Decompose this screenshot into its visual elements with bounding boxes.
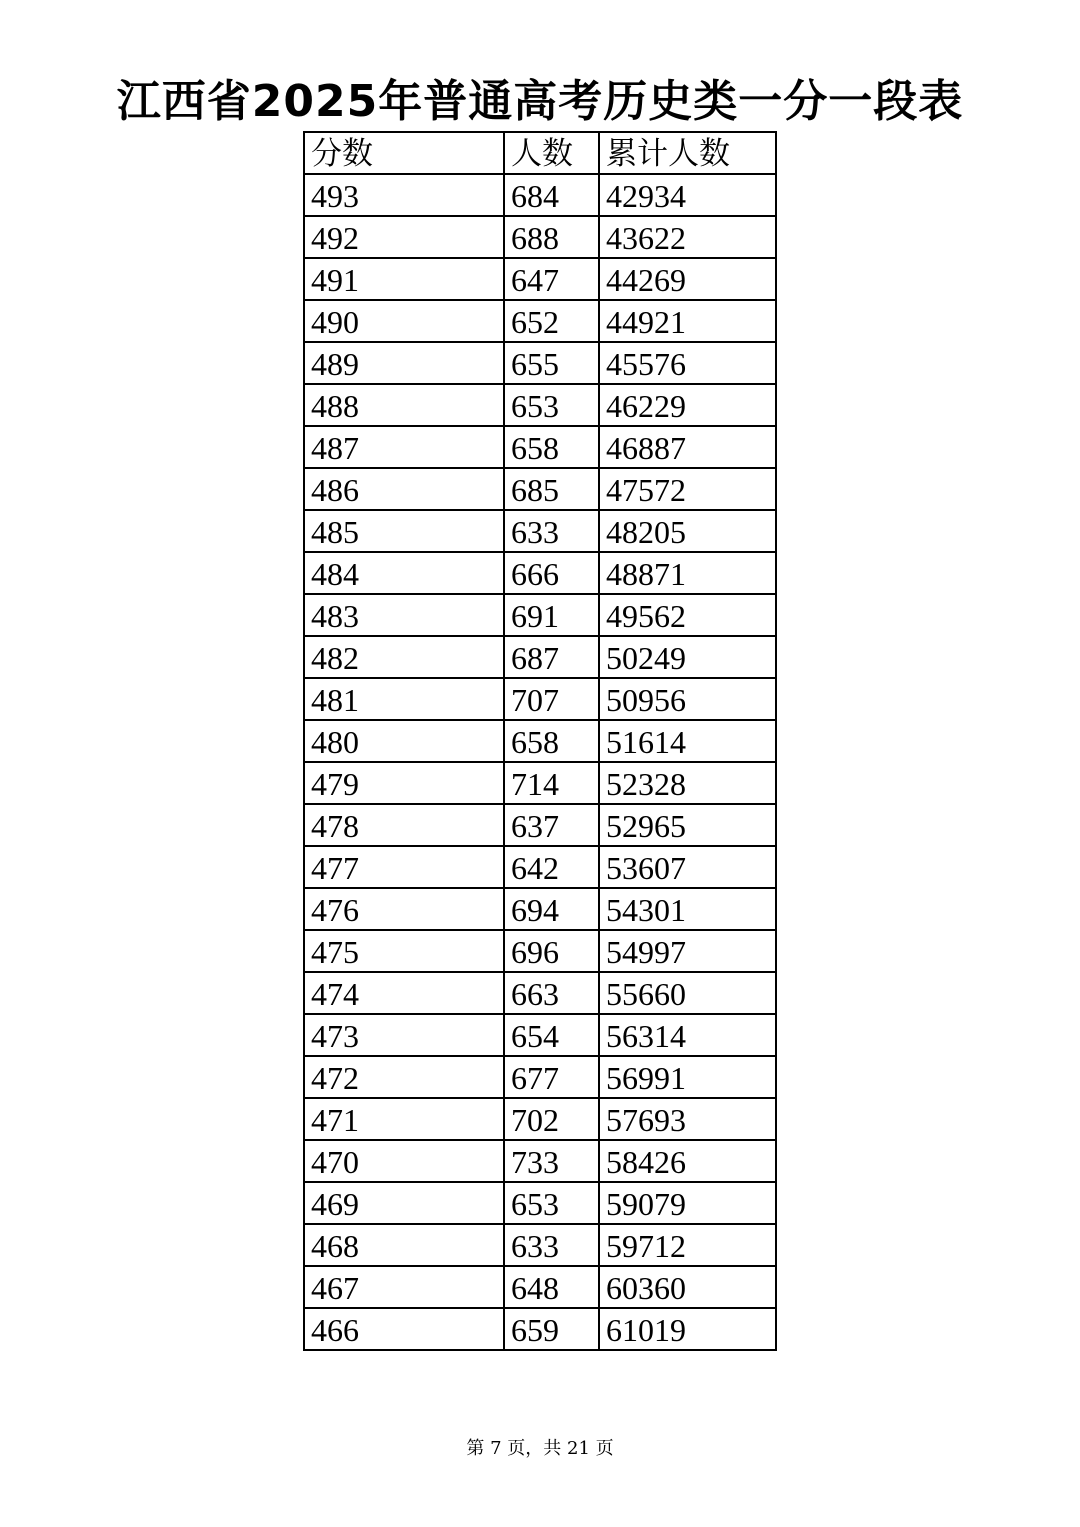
table-row xyxy=(304,678,776,720)
count-cell: 637 xyxy=(504,804,599,846)
count-cell: 633 xyxy=(504,510,599,552)
score-cell: 472 xyxy=(304,1056,504,1098)
table-row xyxy=(304,1266,776,1308)
count-cell: 702 xyxy=(504,1098,599,1140)
cumulative-cell: 55660 xyxy=(599,972,776,1014)
cumulative-cell: 45576 xyxy=(599,342,776,384)
cumulative-cell: 48871 xyxy=(599,552,776,594)
count-cell: 684 xyxy=(504,174,599,216)
count-cell: 659 xyxy=(504,1308,599,1350)
table-row xyxy=(304,1056,776,1098)
count-cell: 642 xyxy=(504,846,599,888)
count-cell: 666 xyxy=(504,552,599,594)
cumulative-cell: 43622 xyxy=(599,216,776,258)
score-cell: 467 xyxy=(304,1266,504,1308)
score-cell: 474 xyxy=(304,972,504,1014)
table-row xyxy=(304,426,776,468)
table-row xyxy=(304,1308,776,1350)
score-cell: 469 xyxy=(304,1182,504,1224)
count-cell: 663 xyxy=(504,972,599,1014)
table-row xyxy=(304,1182,776,1224)
score-cell: 484 xyxy=(304,552,504,594)
cumulative-cell: 52328 xyxy=(599,762,776,804)
table-row xyxy=(304,384,776,426)
cumulative-cell: 44269 xyxy=(599,258,776,300)
cumulative-cell: 50956 xyxy=(599,678,776,720)
table-row xyxy=(304,258,776,300)
score-cell: 477 xyxy=(304,846,504,888)
cumulative-cell: 46229 xyxy=(599,384,776,426)
table-row xyxy=(304,804,776,846)
page-title: 江西省2025年普通高考历史类一分一段表 xyxy=(116,76,964,127)
cumulative-cell: 50249 xyxy=(599,636,776,678)
count-cell: 707 xyxy=(504,678,599,720)
cumulative-cell: 59079 xyxy=(599,1182,776,1224)
table-row xyxy=(304,342,776,384)
cumulative-cell: 52965 xyxy=(599,804,776,846)
table-row xyxy=(304,720,776,762)
table-row xyxy=(304,1224,776,1266)
score-table xyxy=(303,131,777,1351)
count-cell: 691 xyxy=(504,594,599,636)
score-cell: 490 xyxy=(304,300,504,342)
table-row xyxy=(304,762,776,804)
count-cell: 647 xyxy=(504,258,599,300)
count-cell: 658 xyxy=(504,720,599,762)
count-cell: 688 xyxy=(504,216,599,258)
table-row xyxy=(304,300,776,342)
score-cell: 488 xyxy=(304,384,504,426)
table-row xyxy=(304,1140,776,1182)
count-cell: 694 xyxy=(504,888,599,930)
score-cell: 473 xyxy=(304,1014,504,1056)
count-cell: 654 xyxy=(504,1014,599,1056)
score-cell: 470 xyxy=(304,1140,504,1182)
cumulative-cell: 57693 xyxy=(599,1098,776,1140)
score-cell: 483 xyxy=(304,594,504,636)
table-row xyxy=(304,846,776,888)
cumulative-cell: 48205 xyxy=(599,510,776,552)
header-count: 人数 xyxy=(504,132,599,174)
score-cell: 475 xyxy=(304,930,504,972)
table-row xyxy=(304,636,776,678)
count-cell: 687 xyxy=(504,636,599,678)
header-cumulative: 累计人数 xyxy=(599,132,776,174)
cumulative-cell: 59712 xyxy=(599,1224,776,1266)
table-row xyxy=(304,594,776,636)
table-row xyxy=(304,552,776,594)
score-cell: 476 xyxy=(304,888,504,930)
score-cell: 489 xyxy=(304,342,504,384)
score-cell: 468 xyxy=(304,1224,504,1266)
table-row xyxy=(304,972,776,1014)
score-cell: 471 xyxy=(304,1098,504,1140)
count-cell: 652 xyxy=(504,300,599,342)
header-score: 分数 xyxy=(304,132,504,174)
cumulative-cell: 56991 xyxy=(599,1056,776,1098)
count-cell: 655 xyxy=(504,342,599,384)
cumulative-cell: 54301 xyxy=(599,888,776,930)
count-cell: 685 xyxy=(504,468,599,510)
count-cell: 714 xyxy=(504,762,599,804)
cumulative-cell: 46887 xyxy=(599,426,776,468)
cumulative-cell: 53607 xyxy=(599,846,776,888)
cumulative-cell: 44921 xyxy=(599,300,776,342)
count-cell: 696 xyxy=(504,930,599,972)
score-cell: 487 xyxy=(304,426,504,468)
count-cell: 633 xyxy=(504,1224,599,1266)
table-row xyxy=(304,510,776,552)
table-row xyxy=(304,1098,776,1140)
score-cell: 486 xyxy=(304,468,504,510)
score-cell: 481 xyxy=(304,678,504,720)
score-cell: 478 xyxy=(304,804,504,846)
score-cell: 491 xyxy=(304,258,504,300)
cumulative-cell: 47572 xyxy=(599,468,776,510)
score-cell: 482 xyxy=(304,636,504,678)
table-row xyxy=(304,174,776,216)
count-cell: 653 xyxy=(504,384,599,426)
count-cell: 653 xyxy=(504,1182,599,1224)
cumulative-cell: 56314 xyxy=(599,1014,776,1056)
cumulative-cell: 60360 xyxy=(599,1266,776,1308)
score-cell: 493 xyxy=(304,174,504,216)
table-row xyxy=(304,468,776,510)
count-cell: 677 xyxy=(504,1056,599,1098)
table-row xyxy=(304,216,776,258)
count-cell: 648 xyxy=(504,1266,599,1308)
score-cell: 466 xyxy=(304,1308,504,1350)
table-row xyxy=(304,888,776,930)
cumulative-cell: 42934 xyxy=(599,174,776,216)
cumulative-cell: 61019 xyxy=(599,1308,776,1350)
table-row xyxy=(304,1014,776,1056)
score-cell: 480 xyxy=(304,720,504,762)
count-cell: 658 xyxy=(504,426,599,468)
cumulative-cell: 54997 xyxy=(599,930,776,972)
count-cell: 733 xyxy=(504,1140,599,1182)
cumulative-cell: 51614 xyxy=(599,720,776,762)
page-footer: 第 7 页，共 21 页 xyxy=(466,1438,614,1459)
score-cell: 492 xyxy=(304,216,504,258)
score-cell: 479 xyxy=(304,762,504,804)
table-row xyxy=(304,930,776,972)
cumulative-cell: 58426 xyxy=(599,1140,776,1182)
cumulative-cell: 49562 xyxy=(599,594,776,636)
table-body xyxy=(304,174,776,1350)
table-header-row xyxy=(304,132,776,174)
score-cell: 485 xyxy=(304,510,504,552)
